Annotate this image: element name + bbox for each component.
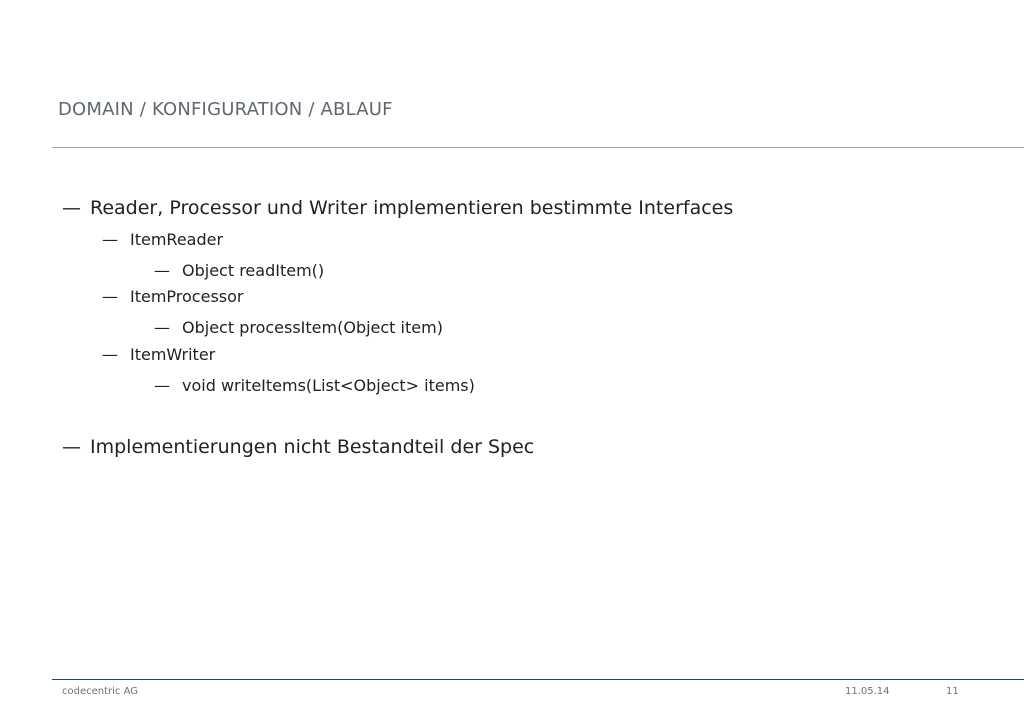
- footer-date: 11.05.14: [845, 686, 890, 697]
- bullet-text: Reader, Processor und Writer implementieren bestimmte Interfaces: [90, 197, 734, 219]
- bullet-dash: —: [62, 197, 81, 219]
- bullet-dash: —: [102, 230, 118, 249]
- footer-company: codecentric AG: [62, 686, 139, 697]
- bullet-dash: —: [102, 287, 118, 306]
- bullet-text: ItemWriter: [130, 345, 216, 364]
- bullet-text: void writeItems(List<Object> items): [182, 376, 475, 395]
- bullet-dash: —: [62, 436, 81, 458]
- slide-title: DOMAIN / KONFIGURATION / ABLAUF: [58, 99, 393, 120]
- bullet-dash: —: [154, 261, 170, 280]
- footer-page-number: 11: [946, 686, 959, 697]
- bullet-dash: —: [154, 376, 170, 395]
- bullet-dash: —: [102, 345, 118, 364]
- bullet-text: ItemProcessor: [130, 287, 244, 306]
- footer-divider: [52, 679, 1024, 680]
- bullet-dash: —: [154, 318, 170, 337]
- bullet-text: Object readItem(): [182, 261, 325, 280]
- bullet-text: Implementierungen nicht Bestandteil der Spec: [90, 436, 535, 458]
- bullet-text: ItemReader: [130, 230, 224, 249]
- bullet-text: Object processItem(Object item): [182, 318, 443, 337]
